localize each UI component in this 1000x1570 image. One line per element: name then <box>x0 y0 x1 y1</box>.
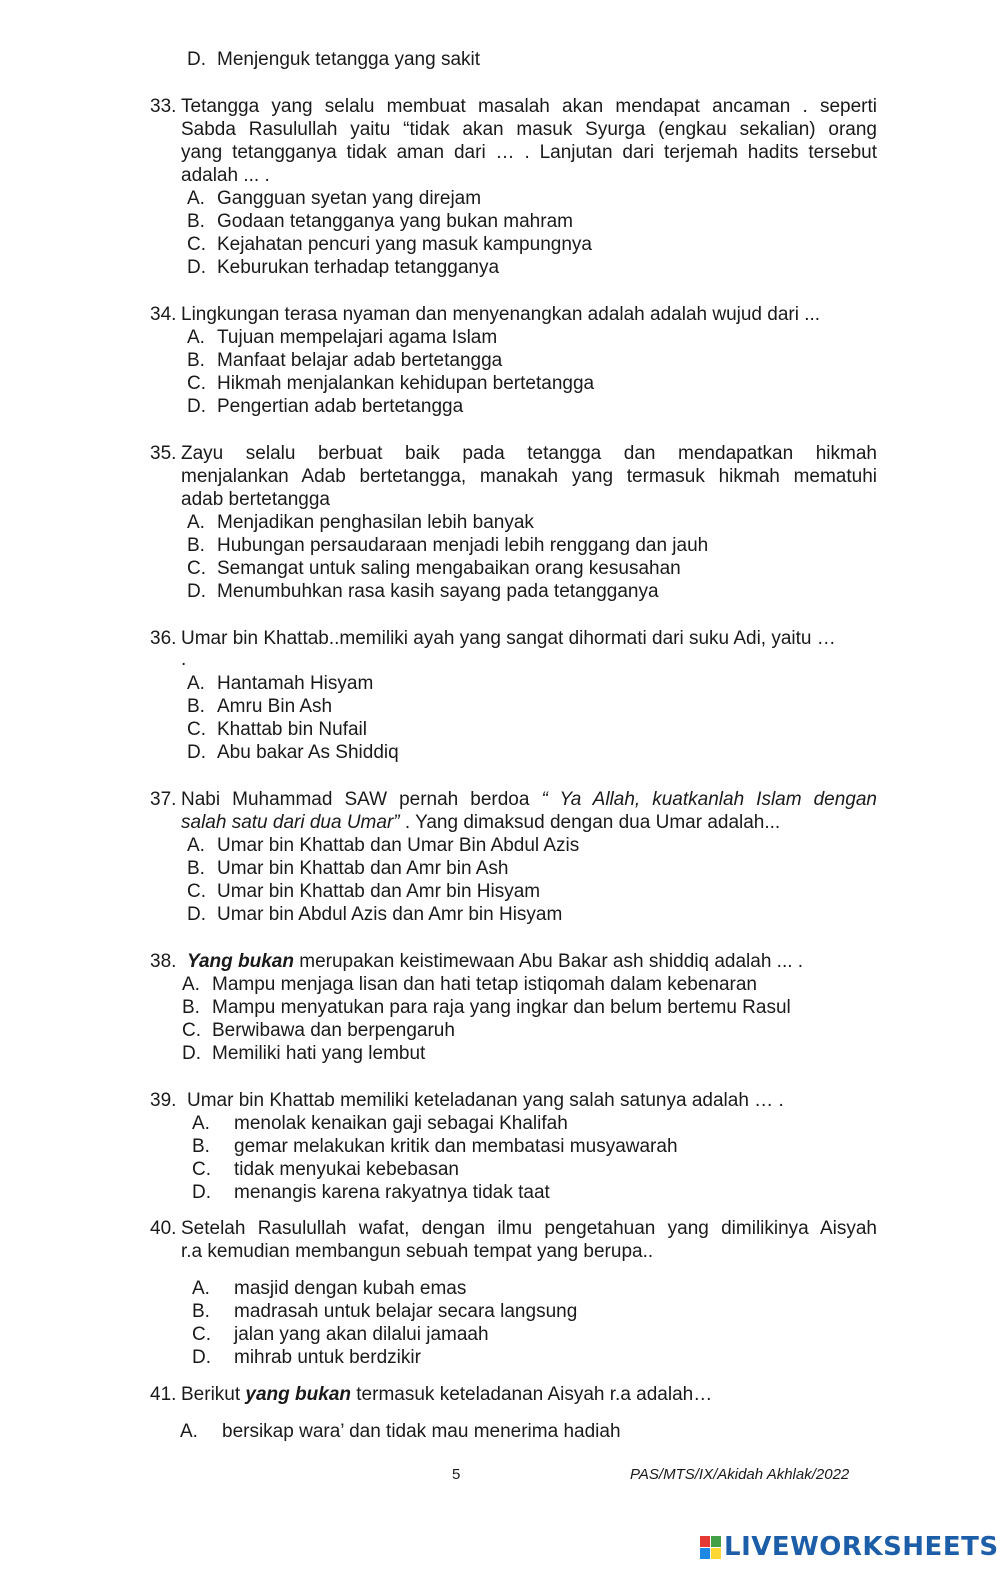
question-text: Berikut yang bukan termasuk keteladanan Aisyah r.a adalah… <box>181 1384 713 1405</box>
question-text: adab bertetangga <box>181 489 330 510</box>
option-d: D. Pengertian adab bertetangga <box>187 396 464 417</box>
question-text: menjalankan Adab bertetangga, manakah yang termasuk hikmah mematuhi <box>181 466 877 487</box>
option-a: A. Tujuan mempelajari agama Islam <box>187 327 498 348</box>
option-b: B. Umar bin Khattab dan Amr bin Ash <box>187 858 509 879</box>
option-b: B. Amru Bin Ash <box>187 696 333 717</box>
option-c: C. Umar bin Khattab dan Amr bin Hisyam <box>187 881 541 902</box>
liveworksheets-logo-icon <box>700 1536 720 1558</box>
question-text: yang tetangganya tidak aman dari … . Lanjutan dari terjemah hadits tersebut <box>181 142 877 163</box>
brand-name: LIVEWORKSHEETS <box>724 1532 999 1562</box>
question-number: 39. <box>150 1090 177 1111</box>
option-b: B. Hubungan persaudaraan menjadi lebih renggang dan jauh <box>187 535 709 556</box>
option-c: C. Berwibawa dan berpengaruh <box>182 1020 455 1041</box>
option-a: A. Hantamah Hisyam <box>187 673 374 694</box>
option-b: B. Mampu menyatukan para raja yang ingkar dan belum bertemu Rasul <box>182 997 791 1018</box>
option-d: D. Menumbuhkan rasa kasih sayang pada tetangganya <box>187 581 659 602</box>
option-d: D. Umar bin Abdul Azis dan Amr bin Hisyam <box>187 904 563 925</box>
option-d: D. mihrab untuk berdzikir <box>192 1347 421 1368</box>
question-text: salah satu dari dua Umar” . Yang dimaksud dengan dua Umar adalah... <box>181 812 781 833</box>
question-number: 41. <box>150 1384 177 1405</box>
option-d: D. menangis karena rakyatnya tidak taat <box>192 1182 550 1203</box>
option-a: A. Mampu menjaga lisan dan hati tetap istiqomah dalam kebenaran <box>182 974 757 995</box>
option-a: A. bersikap wara’ dan tidak mau menerima hadiah <box>180 1421 621 1442</box>
option-c: C. tidak menyukai kebebasan <box>192 1159 459 1180</box>
page-number: 5 <box>452 1466 461 1483</box>
question-text: Nabi Muhammad SAW pernah berdoa “ Ya Allah, kuatkanlah Islam dengan <box>181 789 878 810</box>
question-number: 36. <box>150 628 177 649</box>
option-c: C. Kejahatan pencuri yang masuk kampungnya <box>187 234 592 255</box>
option-b: B. gemar melakukan kritik dan membatasi musyawarah <box>192 1136 678 1157</box>
option-b: B. Manfaat belajar adab bertetangga <box>187 350 503 371</box>
question-text: Umar bin Khattab memiliki keteladanan yang salah satunya adalah … . <box>187 1090 784 1111</box>
question-text: Umar bin Khattab..memiliki ayah yang sangat dihormati dari suku Adi, yaitu … <box>181 628 836 649</box>
option-a: A. masjid dengan kubah emas <box>192 1278 467 1299</box>
option-c: C. jalan yang akan dilalui jamaah <box>192 1324 489 1345</box>
question-number: 35. <box>150 443 177 464</box>
question-text: Lingkungan terasa nyaman dan menyenangkan adalah adalah wujud dari ... <box>181 304 821 325</box>
question-number: 37. <box>150 789 177 810</box>
option-d: D. Abu bakar As Shiddiq <box>187 742 399 763</box>
question-text: Sabda Rasulullah yaitu “tidak akan masuk Syurga (engkau sekalian) orang <box>181 119 877 140</box>
question-number: 34. <box>150 304 177 325</box>
option-d: D. Memiliki hati yang lembut <box>182 1043 426 1064</box>
question-number: 38. <box>150 951 177 972</box>
question-text: Yang bukan merupakan keistimewaan Abu Bakar ash shiddiq adalah ... . <box>187 951 804 972</box>
option-c: C. Khattab bin Nufail <box>187 719 367 740</box>
question-number: 40. <box>150 1218 177 1239</box>
option-a: A. Umar bin Khattab dan Umar Bin Abdul Azis <box>187 835 580 856</box>
question-text: adalah ... . <box>181 165 270 186</box>
option-c: C. Semangat untuk saling mengabaikan orang kesusahan <box>187 558 681 579</box>
liveworksheets-brand[interactable] <box>700 1532 999 1562</box>
question-text: Zayu selalu berbuat baik pada tetangga dan mendapatkan hikmah <box>181 443 877 464</box>
option-a: A. Menjadikan penghasilan lebih banyak <box>187 512 534 533</box>
option-b: B. madrasah untuk belajar secara langsung <box>192 1301 578 1322</box>
q32-option-d: D. Menjenguk tetangga yang sakit <box>187 49 481 70</box>
question-text: Setelah Rasulullah wafat, dengan ilmu pengetahuan yang dimilikinya Aisyah <box>181 1218 877 1239</box>
option-b: B. Godaan tetangganya yang bukan mahram <box>187 211 573 232</box>
question-text: Tetangga yang selalu membuat masalah akan mendapat ancaman . seperti <box>181 96 877 117</box>
document-code: PAS/MTS/IX/Akidah Akhlak/2022 <box>630 1466 850 1483</box>
option-a: A. menolak kenaikan gaji sebagai Khalifah <box>192 1113 568 1134</box>
question-text: r.a kemudian membangun sebuah tempat yang berupa.. <box>181 1241 654 1262</box>
option-d: D. Keburukan terhadap tetangganya <box>187 257 500 278</box>
option-c: C. Hikmah menjalankan kehidupan bertetangga <box>187 373 595 394</box>
question-text: . <box>181 649 187 670</box>
option-a: A. Gangguan syetan yang direjam <box>187 188 482 209</box>
question-number: 33. <box>150 96 177 117</box>
